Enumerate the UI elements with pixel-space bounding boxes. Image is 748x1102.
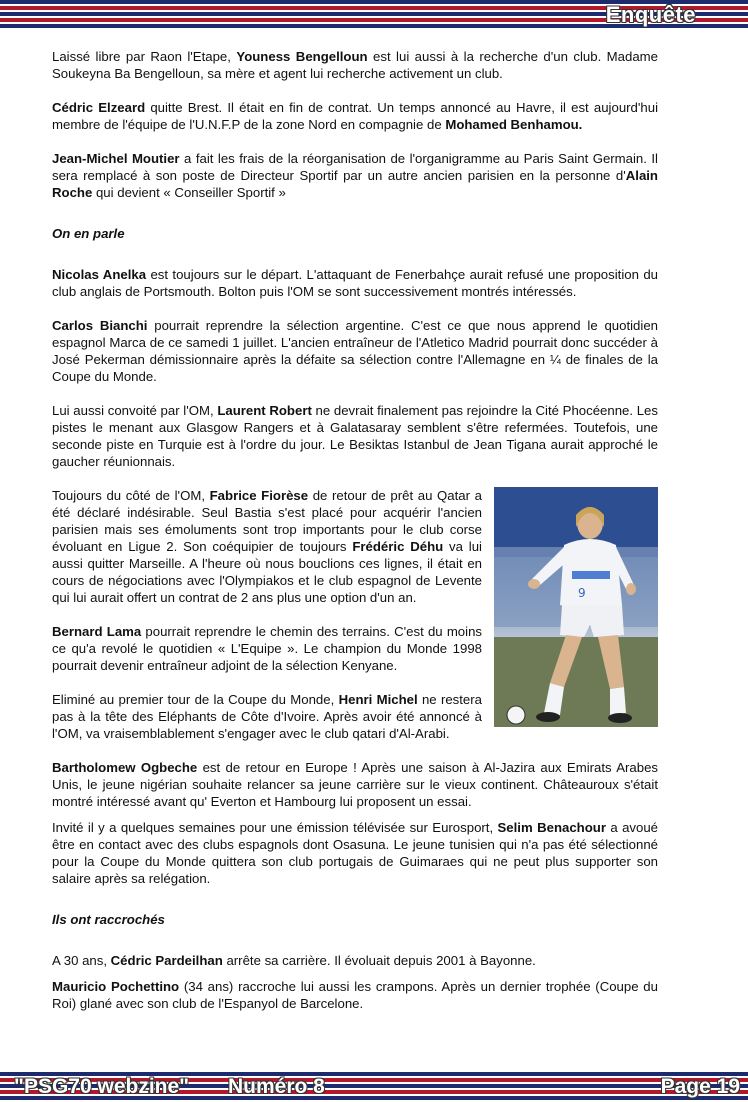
football-player-photo xyxy=(494,487,658,727)
section-title: Enquête xyxy=(605,2,696,27)
news-item: Laissé libre par Raon l'Etape, Youness Bengelloun est lui aussi à la recherche d'un club. Madame Soukeyna Ba Bengelloun, sa mère et agent lui recherche activement un club. xyxy=(52,49,658,81)
issue-number: Numéro 8 xyxy=(228,1075,325,1098)
news-item: Toujours du côté de l'OM, Fabrice Fiorèse de retour de prêt au Qatar a été déclaré indésirable. Seul Bastia s'est placé pour acquérir l'ancien parisien mais ses émoluments sont trop importants pour le club corse évoluant en Ligue 2. Son coéquipier de toujours Frédéric Déhu va lui aussi quitter Marseille. A l'heure où nous bouclions ces lignes, il était en cours de négociations avec l'Olympiakos et le club espagnol de Levente qui lui aurait offert un contrat de 2 ans plus une option d'un an. xyxy=(52,488,482,605)
news-item: Nicolas Anelka est toujours sur le départ. L'attaquant de Fenerbahçe aurait refusé une proposition du club anglais de Portsmouth. Bolton puis l'OM se sont successivement montrés intéressés. xyxy=(52,267,658,299)
article-body xyxy=(52,48,658,1012)
subsection-heading: On en parle xyxy=(52,226,125,241)
news-item: Bernard Lama pourrait reprendre le chemin des terrains. C'est du moins ce qu'a revolé le quotidien « L'Equipe ». Le champion du Monde 1998 pourrait devenir entraîneur adjoint de la sélection Kenyane. xyxy=(52,624,482,673)
news-item: Eliminé au premier tour de la Coupe du Monde, Henri Michel ne restera pas à la tête des Eléphants de Côte d'Ivoire. Après avoir été annoncé à l'OM, va vraisemblablement s'engager avec le club qatari d'Al-Arabi. xyxy=(52,692,482,741)
news-item: Invité il y a quelques semaines pour une émission télévisée sur Eurosport, Selim Benachour a avoué être en contact avec des clubs espagnols dont Osasuna. Le jeune tunisien qui n'a pas été sélectionné pour la Coupe du Monde quittera son club portugais de Guimaraes qui ne peut plus supporter son salaire après sa relégation. xyxy=(52,820,658,886)
header-band xyxy=(0,0,748,30)
svg-text:9: 9 xyxy=(578,586,586,600)
football-player-icon xyxy=(494,487,658,727)
webzine-name: "PSG70 webzine" xyxy=(14,1075,190,1098)
news-item: Carlos Bianchi pourrait reprendre la sélection argentine. C'est ce que nous apprend le quotidien espagnol Marca de ce samedi 1 juillet. L'ancien entraîneur de l'Atletico Madrid pourrait donc succéder à José Pekerman démissionnaire après la défaite sa sélection contre l'Allemagne en ¼ de finales de la Coupe du Monde. xyxy=(52,318,658,384)
page-number: Page 19 xyxy=(660,1075,740,1098)
news-item: Bartholomew Ogbeche est de retour en Europe ! Après une saison à Al-Jazira aux Emirats Arabes Unis, le jeune nigérian souhaite relancer sa jeune carrière sur le vieux continent. Châteauroux s'était montré intéressé avant qu' Everton et Hambourg lui proposent un essai. xyxy=(52,760,659,809)
news-item: Jean-Michel Moutier a fait les frais de la réorganisation de l'organigramme au Paris Saint Germain. Il sera remplacé à son poste de Directeur Sportif par un autre ancien parisien en la personne d'Alain Roche qui devient « Conseiller Sportif » xyxy=(52,151,658,200)
news-item: Cédric Elzeard quitte Brest. Il était en fin de contrat. Un temps annoncé au Havre, il est aujourd'hui membre de l'équipe de l'U.N.F.P de la zone Nord en compagnie de Mohamed Benhamou. xyxy=(52,100,658,132)
news-item: Lui aussi convoité par l'OM, Laurent Robert ne devrait finalement pas rejoindre la Cité Phocéenne. Les pistes le menant aux Glasgow Rangers et à Galatasaray semblent s'être refermées. Toutefois, une seconde piste en Turquie est à l'ordre du jour. Le Besiktas Istanbul de Jean Tigana aurait approché le gaucher réunionnais. xyxy=(52,403,658,469)
news-item: A 30 ans, Cédric Pardeilhan arrête sa carrière. Il évoluait depuis 2001 à Bayonne. xyxy=(52,953,536,968)
subsection-heading: Ils ont raccrochés xyxy=(52,912,165,927)
news-item: Mauricio Pochettino (34 ans) raccroche lui aussi les crampons. Après un dernier trophée (Coupe du Roi) glané avec son club de l'Espanyol de Barcelone. xyxy=(52,979,658,1011)
